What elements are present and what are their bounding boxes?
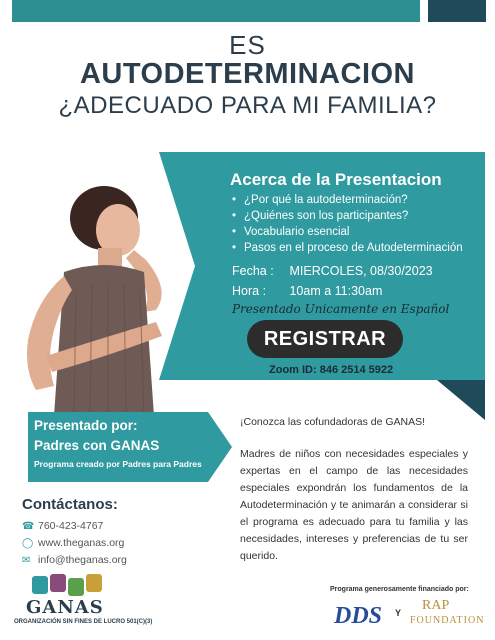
mail-icon: ✉ <box>22 555 31 566</box>
top-accent-bar <box>12 0 420 22</box>
presenter-name: Padres con GANAS <box>34 438 160 453</box>
contact-phone[interactable] <box>22 520 103 532</box>
top-accent-block <box>428 0 486 22</box>
date-value: MIERCOLES, 08/30/2023 <box>289 264 433 278</box>
phone-number: 760-423-4767 <box>38 520 104 532</box>
email-address: info@theganas.org <box>38 554 127 566</box>
about-topic: • Pasos en el proceso de Autodeterminación <box>232 240 463 256</box>
date-label: Fecha : <box>232 264 274 278</box>
funding-label: Programa generosamente financiado por: <box>330 586 469 593</box>
contact-email[interactable] <box>22 554 127 566</box>
about-topic: • Vocabulario esencial <box>232 224 463 240</box>
presenter-heading: Presentado por: <box>34 418 138 433</box>
time-label: Hora : <box>232 284 267 298</box>
website-url: www.theganas.org <box>38 537 125 549</box>
about-topic: • ¿Quiénes son los participantes? <box>232 208 463 224</box>
register-button[interactable]: REGISTRAR <box>247 320 403 358</box>
woman-thinking-photo <box>6 180 211 416</box>
svg-text:RAP: RAP <box>422 598 450 613</box>
contact-title: Contáctanos: <box>22 496 118 513</box>
contact-website[interactable] <box>22 537 124 549</box>
description-body: Madres de niños con necesidades especiales y expertas en el campo de las necesidades especiales expondrán los fundamentos de la Autodeterminación y te animarán a considerar si el programa es adecuado para tu familia y las necesidades, intereses y preferencias de tu ser querido. <box>240 448 468 562</box>
about-title: Acerca de la Presentacion <box>230 170 442 189</box>
presenter-arrow <box>208 412 232 482</box>
rap-foundation-logo <box>408 594 485 630</box>
about-topics-list <box>232 192 463 256</box>
presenter-tagline: Programa creado por Padres para Padres <box>34 459 202 469</box>
panel-corner-accent <box>437 380 485 420</box>
globe-icon: ◯ <box>22 538 34 549</box>
date-row <box>232 264 433 278</box>
ganas-subtitle: ORGANIZACIÓN SIN FINES DE LUCRO 501(C)(3) <box>14 619 153 625</box>
cofounders-intro: ¡Conozca las cofundadoras de GANAS! <box>240 416 426 428</box>
svg-text:DDS: DDS <box>334 603 383 629</box>
zoom-id: Zoom ID: 846 2514 5922 <box>269 364 394 376</box>
svg-text:FOUNDATION: FOUNDATION <box>410 615 485 626</box>
about-topic: • ¿Por qué la autodeterminación? <box>232 192 463 208</box>
headline-sub: ¿ADECUADO PARA MI FAMILIA? <box>58 92 437 119</box>
time-row <box>232 284 382 298</box>
ganas-logo-text: GANAS <box>26 597 104 618</box>
dds-logo <box>330 598 388 630</box>
ganas-puzzle-logo <box>30 572 104 600</box>
time-value: 10am a 11:30am <box>289 284 383 298</box>
headline-es: ES <box>229 30 266 60</box>
phone-icon: ☎ <box>22 521 35 532</box>
headline-main: AUTODETERMINACION <box>79 58 416 90</box>
language-note: Presentado Unicamente en Español <box>232 302 450 316</box>
funding-connector: Y <box>395 608 402 618</box>
